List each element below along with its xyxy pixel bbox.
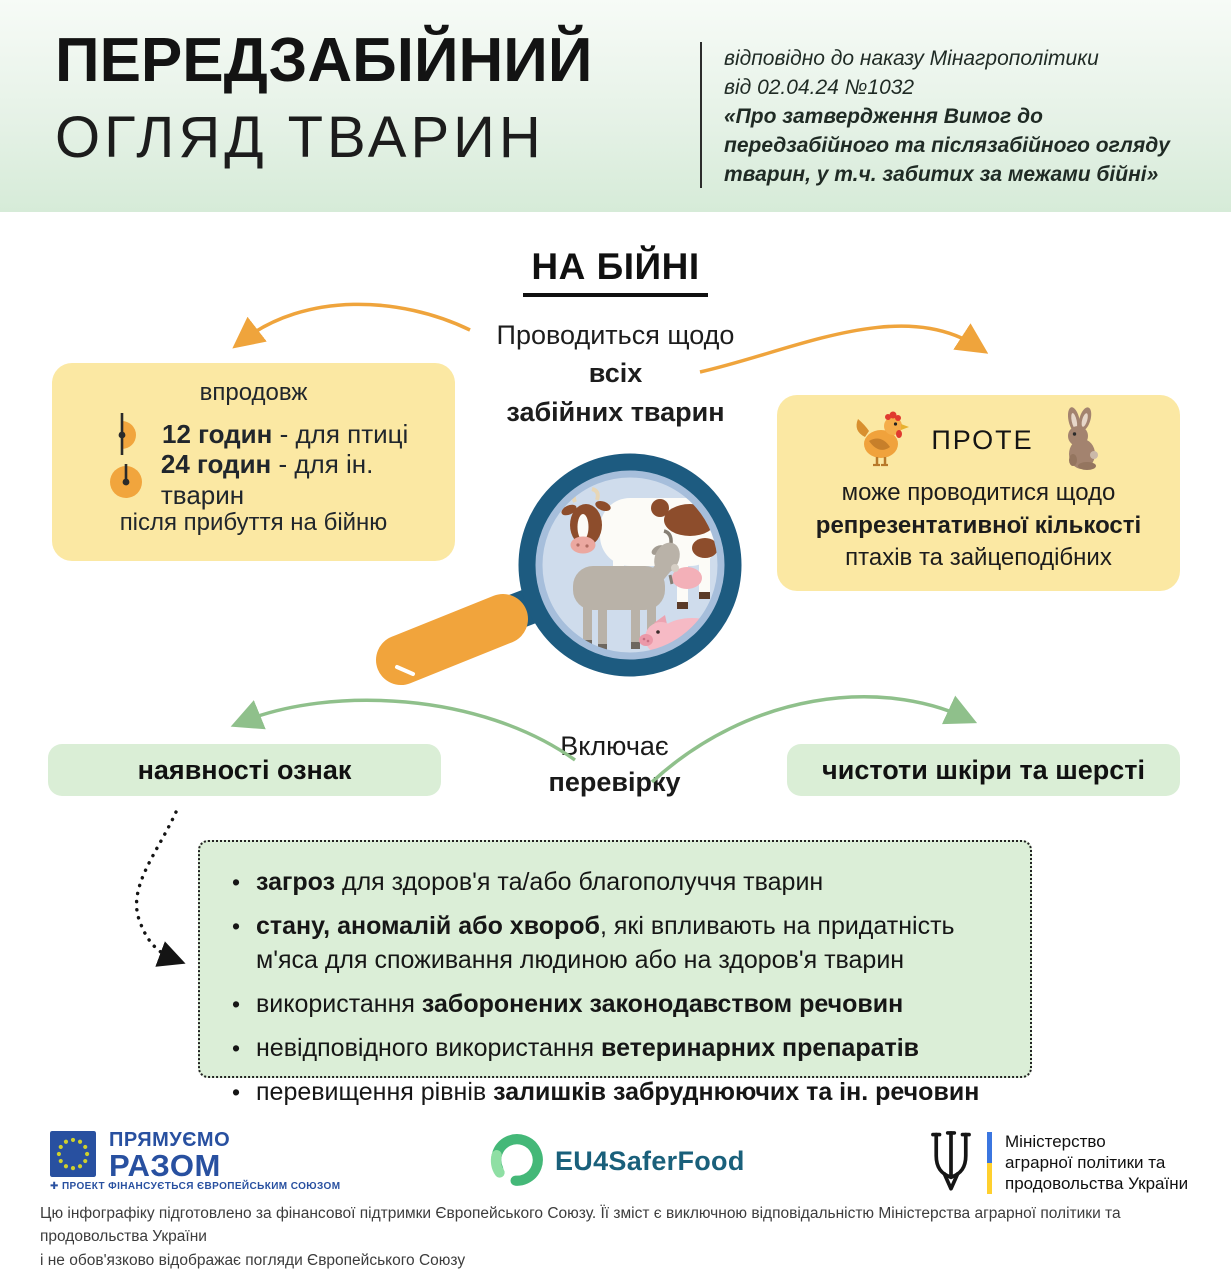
includes-line2: перевірку: [548, 766, 681, 797]
check-signs-pill: наявності ознак: [48, 744, 441, 796]
rabbit-icon: [1054, 405, 1106, 476]
exception-line1: може проводитися щодо: [841, 479, 1116, 506]
disclaimer-line2: і не обов'язково відображає погляди Європейського Союзу: [40, 1251, 466, 1269]
ministry-line2: аграрної політики та: [1005, 1152, 1166, 1172]
ministry-logo: [928, 1128, 1188, 1197]
eu4saferfood-logo: [488, 1130, 745, 1193]
eu-funded-subtext: ✚ ПРОЕКТ ФІНАНСУЄТЬСЯ ЄВРОПЕЙСЬКИМ СОЮЗОМ: [50, 1181, 341, 1192]
header: [0, 0, 1231, 212]
checklist-item: • загроз для здоров'я та/або благополуччя тварин: [256, 866, 1002, 899]
includes-text: [497, 729, 732, 800]
exception-heading: ПРОТЕ: [931, 424, 1034, 455]
checklist-item: • стану, аномалій або хвороб, які впливають на придатність м'яса для споживання людиною або на здоров'я тварин: [256, 910, 1002, 977]
eu-logo-text: [109, 1130, 230, 1182]
exception-line3: птахів та зайцеподібних: [845, 544, 1112, 572]
timing-row-other-text: 24 годин - для ін. тварин: [160, 449, 374, 510]
timing-footer: після прибуття на бійню: [119, 509, 388, 536]
order-ref-quote: «Про затвердження Вимог до передзабійного та післязабійного огляду тварин, у т.ч. забитих за межами бійні»: [724, 104, 1170, 186]
full-day-clock-icon: [108, 460, 145, 500]
ukraine-trident-icon: [928, 1128, 974, 1197]
eu-logo-line1: ПРЯМУЄМО: [109, 1129, 231, 1151]
exception-heading-row: [851, 403, 1105, 477]
checklist: [200, 842, 1030, 1110]
checklist-item: • невідповідного використання ветеринарних препаратів: [256, 1032, 1002, 1065]
magnifying-glass-animals-icon: [355, 428, 785, 713]
ministry-text: [1005, 1131, 1188, 1194]
order-reference: [724, 45, 1192, 190]
check-skin-pill: чистоти шкіри та шерсті: [787, 744, 1180, 796]
chicken-icon: [851, 407, 911, 474]
exception-card: [777, 395, 1180, 591]
order-ref-line1: відповідно до наказу Мінагрополітики: [724, 47, 1099, 70]
section-title-text: НА БІЙНІ: [523, 246, 707, 297]
dotted-arrow: [137, 812, 176, 960]
intro-line2: всіх: [588, 358, 643, 389]
order-ref-line2: від 02.04.24 №1032: [724, 75, 915, 99]
disclaimer-line1: Цю інфографіку підготовлено за фінансової підтримки Європейського Союзу. Її зміст є виключною відповідальністю Міністерства аграрної політики та продовольства України: [40, 1205, 1121, 1246]
eu-flag-logo: [50, 1130, 230, 1182]
half-day-clock-icon: [108, 411, 146, 457]
page-title-line1: ПЕРЕДЗАБІЙНИЙ: [55, 26, 593, 95]
page-title-line2: ОГЛЯД ТВАРИН: [55, 105, 545, 170]
exception-line2: репрезентативної кількості: [815, 511, 1142, 539]
intro-line1: Проводиться щодо: [496, 320, 735, 350]
disclaimer: [40, 1202, 1200, 1272]
timing-row-poultry-text: 12 годин - для птиці: [162, 418, 409, 449]
ukraine-flag-bar: [987, 1132, 992, 1194]
header-divider: [700, 42, 702, 188]
checklist-item: • перевищення рівнів залишків забруднюючих та ін. речовин: [256, 1076, 1002, 1109]
ministry-line1: Міністерство: [1005, 1131, 1106, 1151]
section-title: [0, 246, 1231, 297]
eu4saferfood-swirl-icon: [488, 1130, 546, 1193]
intro-line3: забійних тварин: [506, 396, 725, 427]
checklist-box: [198, 840, 1032, 1107]
checklist-item: • використання заборонених законодавством речовин: [256, 988, 1002, 1021]
eu-logo-line2: РАЗОМ: [109, 1148, 221, 1184]
timing-heading: впродовж: [199, 379, 308, 406]
ministry-line3: продовольства України: [1005, 1174, 1189, 1194]
eu-flag-icon: [50, 1131, 96, 1182]
eu4saferfood-label: EU4SaferFood: [555, 1146, 745, 1176]
includes-line1: Включає: [560, 731, 669, 761]
